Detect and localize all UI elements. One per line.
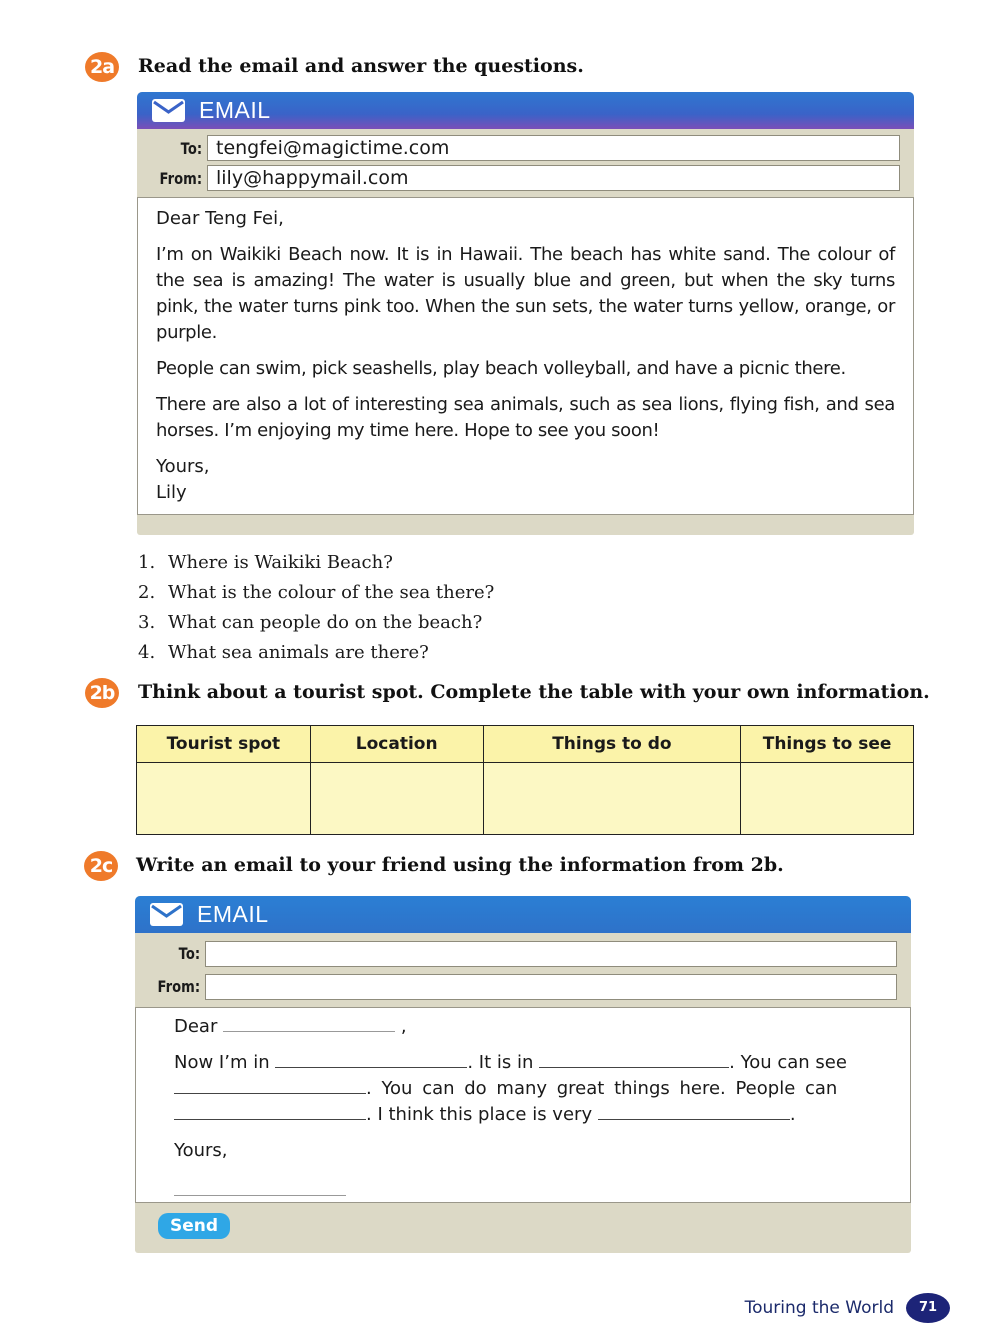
email-paragraph: I’m on Waikiki Beach now. It is in Hawaii. The beach has white sand. The colour of the sea is amazing! The water is usually blue and green, but when the sky turns pink, the water turns pink too. When the sun sets, the water turns yellow, orange, or purple. (156, 244, 895, 343)
blank-things-to-do[interactable] (174, 1102, 366, 1120)
email-paragraph: People can swim, pick seashells, play beach volleyball, and have a picnic there. (156, 358, 846, 379)
question-number: 2. (138, 582, 156, 603)
greeting-line (174, 1014, 872, 1040)
from-input[interactable] (205, 974, 897, 1000)
closing-line: Yours, (174, 1140, 228, 1161)
email-compose (135, 896, 911, 1253)
greeting-comma: , (400, 1016, 407, 1037)
instruction-2a: Read the email and answer the questions. (138, 55, 584, 77)
unit-title: Touring the World (744, 1298, 894, 1318)
cell-location[interactable] (310, 763, 483, 835)
question-item (138, 548, 494, 578)
body-line-1 (174, 1050, 872, 1076)
instruction-2c: Write an email to your friend using the information from 2b. (136, 854, 784, 876)
page-footer (745, 1293, 950, 1323)
cell-things-to-do[interactable] (483, 763, 741, 835)
signature: Lily (156, 482, 187, 503)
to-field[interactable]: tengfei@magictime.com (207, 135, 900, 161)
blank-signature[interactable] (174, 1178, 346, 1196)
table-header-row (137, 726, 914, 763)
instruction-2b: Think about a tourist spot. Complete the table with your own information. (138, 681, 930, 703)
question-text: What sea animals are there? (168, 642, 429, 663)
body-line-2 (174, 1076, 872, 1102)
blank-friend-name[interactable] (223, 1014, 395, 1032)
question-number: 4. (138, 642, 156, 663)
question-item (138, 638, 494, 668)
closing-text: Yours, (156, 456, 210, 477)
email-body (137, 197, 914, 515)
email-closing (156, 454, 895, 506)
text-period: . (789, 1104, 796, 1125)
cell-things-to-see[interactable] (741, 763, 914, 835)
question-text: What is the colour of the sea there? (168, 582, 495, 603)
from-field[interactable]: lily@happymail.com (207, 165, 900, 191)
from-row (135, 970, 911, 1003)
section-badge-2c: 2c (84, 851, 118, 881)
text-you-can-do: . You can do many great things here. People can (366, 1078, 838, 1099)
question-text: Where is Waikiki Beach? (168, 552, 393, 573)
question-item (138, 608, 494, 638)
to-label: To: (180, 138, 203, 158)
section-badge-2a: 2a (85, 52, 119, 82)
from-label: From: (157, 977, 201, 996)
text-i-think: . I think this place is very (366, 1104, 593, 1125)
question-number: 1. (138, 552, 156, 573)
question-number: 3. (138, 612, 156, 633)
email-header-title: EMAIL (199, 97, 271, 123)
email-greeting: Dear Teng Fei, (156, 208, 284, 229)
table-row (137, 763, 914, 835)
text-now-im-in: Now I’m in (174, 1052, 270, 1073)
to-input[interactable] (205, 941, 897, 967)
section-badge-2b: 2b (85, 678, 119, 708)
questions-list (138, 548, 494, 668)
blank-tourist-spot[interactable] (275, 1050, 467, 1068)
header-things-to-do: Things to do (483, 726, 741, 763)
text-it-is-in: . It is in (467, 1052, 534, 1073)
send-row (135, 1203, 911, 1253)
header-things-to-see: Things to see (741, 726, 914, 763)
text-you-can-see: . You can see (729, 1052, 847, 1073)
page-number: 71 (906, 1293, 950, 1323)
greeting-word: Dear (174, 1016, 218, 1037)
to-row (135, 937, 911, 970)
envelope-icon (152, 99, 185, 122)
email-footer (137, 515, 914, 535)
tourist-spot-table (136, 725, 914, 835)
blank-location[interactable] (539, 1050, 729, 1068)
email-header (137, 92, 914, 129)
email-header (135, 896, 911, 933)
header-location: Location (310, 726, 483, 763)
blank-things-to-see[interactable] (174, 1076, 366, 1094)
to-row (137, 133, 914, 163)
email-header-title: EMAIL (197, 901, 269, 927)
cell-tourist-spot[interactable] (137, 763, 311, 835)
question-text: What can people do on the beach? (168, 612, 483, 633)
email-compose-body (135, 1007, 911, 1203)
email-paragraph: There are also a lot of interesting sea animals, such as sea lions, flying fish, and sea horses. I’m enjoying my time here. Hope to see you soon! (156, 394, 895, 441)
question-item (138, 578, 494, 608)
to-label: To: (178, 944, 201, 963)
blank-adjective[interactable] (598, 1102, 790, 1120)
email-example (137, 92, 914, 535)
send-button[interactable]: Send (158, 1213, 230, 1239)
body-line-3 (174, 1102, 872, 1128)
from-label: From: (159, 168, 203, 188)
header-tourist-spot: Tourist spot (137, 726, 311, 763)
envelope-icon (150, 903, 183, 926)
from-row (137, 163, 914, 193)
